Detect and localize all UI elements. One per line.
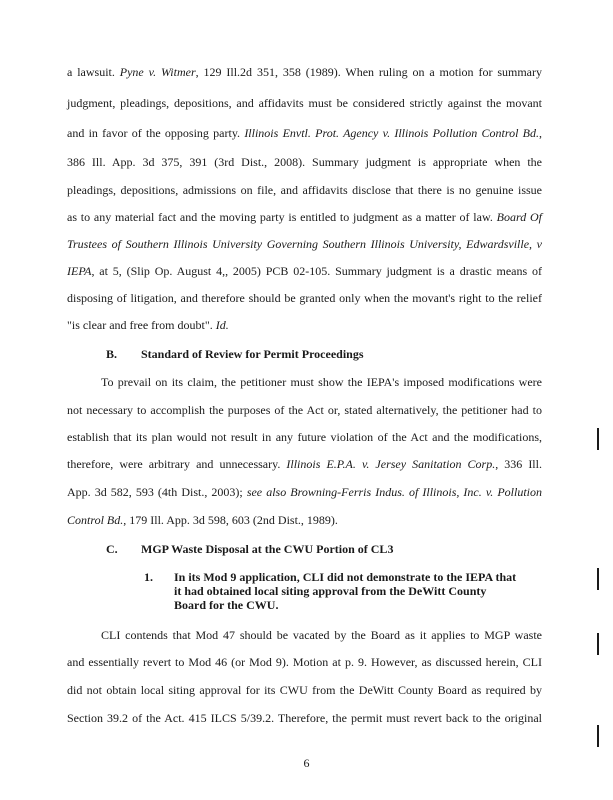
text-line: App. 3d 582, 593 (4th Dist., 2003); see also Browning-Ferris Indus. of Illinois, Inc. v. Pollution (67, 485, 542, 499)
section-heading: Standard of Review for Permit Proceedings (141, 347, 364, 361)
text-line: and in favor of the opposing party. Illinois Envtl. Prot. Agency v. Illinois Pollution Control Bd., (67, 126, 542, 140)
text-line: Section 39.2 of the Act. 415 ILCS 5/39.2. Therefore, the permit must revert back to the original (67, 711, 542, 725)
revision-bar (597, 633, 599, 655)
page-number: 6 (303, 756, 310, 770)
text-line: disposing of litigation, and therefore should be granted only when the movant's right to the relief (67, 291, 542, 305)
text-line: and essentially revert to Mod 46 (or Mod 9). Motion at p. 9. However, as discussed herein, CLI (67, 655, 542, 669)
text-line: establish that its plan would not result in any future violation of the Act and the modifications, (67, 430, 542, 444)
text-line: did not obtain local siting approval for its CWU from the DeWitt County Board as required by (67, 683, 542, 697)
text-line: Trustees of Southern Illinois University Governing Southern Illinois University, Edwardsville, v (67, 237, 542, 251)
revision-bar (597, 568, 599, 590)
revision-bar (597, 428, 599, 450)
text-line: not necessary to accomplish the purposes of the Act or, stated alternatively, the petitioner had to (67, 403, 542, 417)
section-letter: B. (106, 347, 118, 361)
text-line: 386 Ill. App. 3d 375, 391 (3rd Dist., 2008). Summary judgment is appropriate when the (67, 155, 542, 169)
text-line: "is clear and free from doubt". Id. (67, 318, 229, 332)
section-letter: C. (106, 542, 118, 556)
text-line: a lawsuit. Pyne v. Witmer, 129 Ill.2d 351, 358 (1989). When ruling on a motion for summary (67, 65, 542, 79)
section-heading: MGP Waste Disposal at the CWU Portion of CL3 (141, 542, 394, 556)
text-line: judgment, pleadings, depositions, and affidavits must be considered strictly against the movant (67, 96, 542, 110)
text-line: therefore, were arbitrary and unnecessary. Illinois E.P.A. v. Jersey Sanitation Corp., 336 Ill. (67, 457, 542, 471)
text-line: pleadings, depositions, admissions on file, and affidavits disclose that there is no genuine issue (67, 183, 542, 197)
text-line: IEPA, at 5, (Slip Op. August 4,, 2005) PCB 02-105. Summary judgment is a drastic means of (67, 264, 542, 278)
subsection-number: 1. (144, 570, 153, 584)
text-line: To prevail on its claim, the petitioner must show the IEPA's imposed modifications were (101, 375, 542, 389)
text-line: as to any material fact and the moving party is entitled to judgment as a matter of law. Board Of (67, 210, 542, 224)
revision-bar (597, 725, 599, 747)
subsection-heading: In its Mod 9 application, CLI did not demonstrate to the IEPA that it had obtained local siting approval from the DeWitt County Board for the CWU. (174, 570, 517, 612)
text-line: Control Bd., 179 Ill. App. 3d 598, 603 (2nd Dist., 1989). (67, 513, 338, 527)
text-line: CLI contends that Mod 47 should be vacated by the Board as it applies to MGP waste (101, 628, 542, 642)
